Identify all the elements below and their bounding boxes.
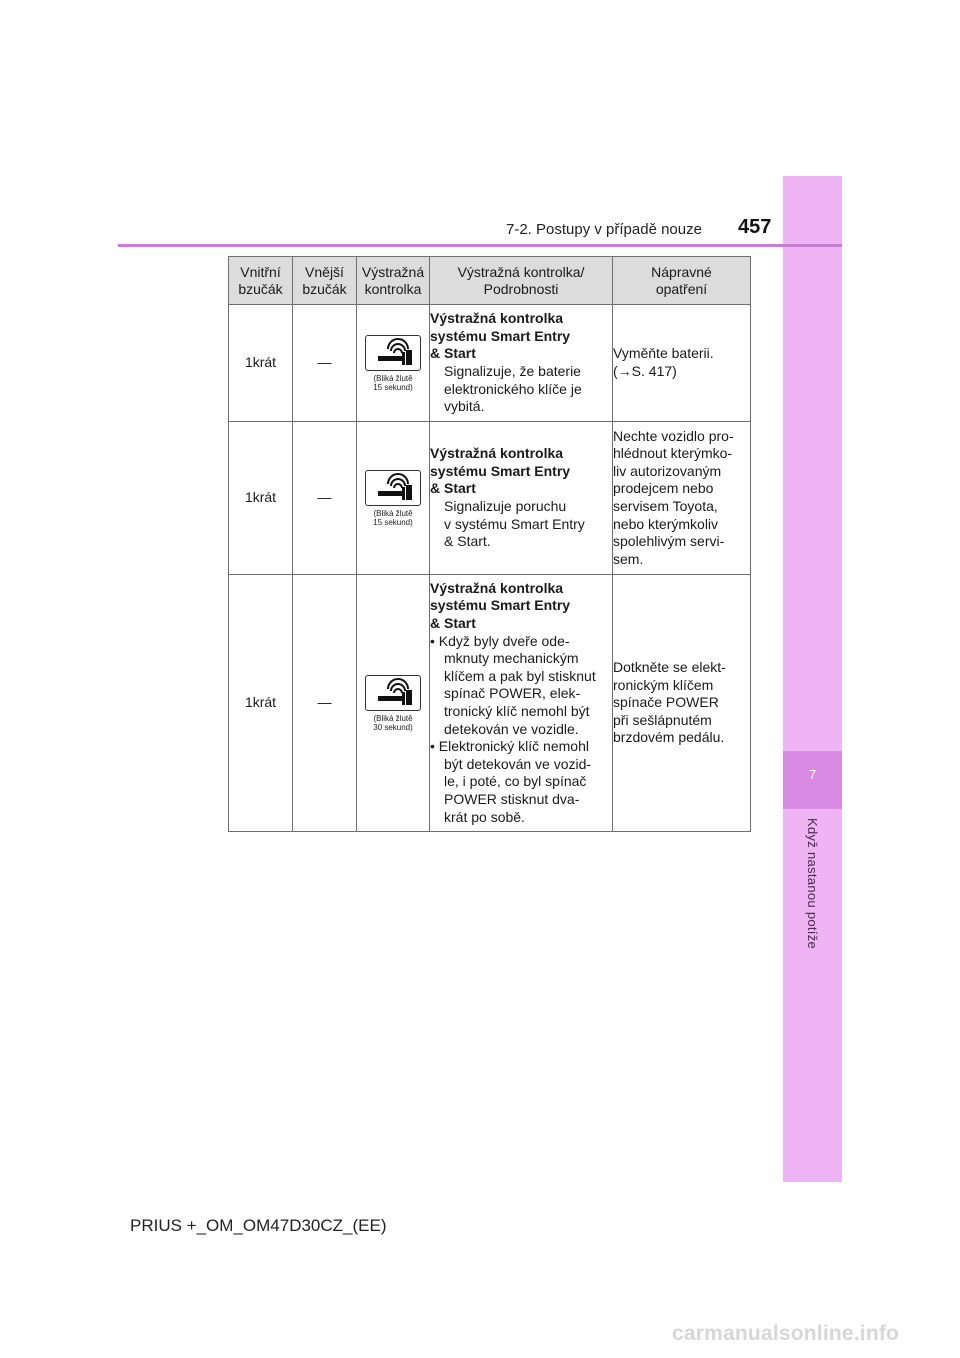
inner-buzzer-cell: 1krát <box>229 575 293 832</box>
detail-line: Signalizuje, že baterie <box>444 363 581 379</box>
icon-caption: (Bliká žlutě 15 sekund) <box>373 373 413 392</box>
detail-line: elektronického klíče je <box>444 380 582 397</box>
chapter-number: 7 <box>808 767 817 782</box>
table-row <box>229 305 751 422</box>
action-cell: Vyměňte baterii. (→S. 417) <box>613 305 751 422</box>
detail-line: v systému Smart Entry <box>444 515 585 532</box>
inner-buzzer-cell: 1krát <box>229 422 293 575</box>
outer-buzzer-cell: — <box>293 305 357 422</box>
table-row <box>229 422 751 575</box>
chapter-title: Když nastanou potíže <box>805 818 820 950</box>
detail-line: Signalizuje poruchu <box>444 498 567 514</box>
detail-cell <box>430 422 613 575</box>
smart-entry-warning-icon <box>365 335 421 371</box>
icon-caption: (Bliká žlutě 30 sekund) <box>373 713 413 732</box>
column-header: Vnější bzučák <box>293 257 357 305</box>
warning-table <box>228 256 751 832</box>
inner-buzzer-cell: 1krát <box>229 305 293 422</box>
smart-entry-warning-icon <box>365 675 421 711</box>
detail-title: Výstražná kontrolka systému Smart Entry & Start <box>430 310 571 362</box>
header-divider <box>118 244 842 247</box>
detail-bullet: • Elektronický klíč nemohl být detekován ve vozid- le, i poté, co byl spínač POWER stisknut dva- krát po sobě. <box>430 738 592 825</box>
table-header-row <box>229 257 751 305</box>
outer-buzzer-cell: — <box>293 575 357 832</box>
column-header: Výstražná kontrolka <box>357 257 430 305</box>
action-cell: Nechte vozidlo pro- hlédnout kterýmko- liv autorizovaným prodejcem nebo servisem Toyota, nebo kterýmkoliv spolehlivým servi- sem. <box>613 422 751 575</box>
smart-entry-warning-icon <box>365 470 421 506</box>
action-cell: Dotkněte se elekt- ronickým klíčem spínače POWER při sešlápnutém brzdovém pedálu. <box>613 575 751 832</box>
document-code: PRIUS +_OM_OM47D30CZ_(EE) <box>130 1216 387 1235</box>
warning-light-cell <box>357 422 430 575</box>
detail-cell <box>430 305 613 422</box>
detail-title: Výstražná kontrolka systému Smart Entry & Start <box>430 445 571 497</box>
detail-line: vybitá. <box>444 398 485 415</box>
column-header: Výstražná kontrolka/ Podrobnosti <box>430 257 613 305</box>
detail-line: & Start. <box>444 533 491 550</box>
outer-buzzer-cell: — <box>293 422 357 575</box>
detail-title: Výstražná kontrolka systému Smart Entry & Start <box>430 579 571 632</box>
column-header: Nápravné opatření <box>613 257 751 305</box>
warning-light-cell <box>357 305 430 422</box>
watermark-link[interactable]: carmanualsonline.info <box>672 1322 900 1345</box>
detail-bullet: • Když byly dveře ode- mknuty mechanickým klíčem a pak byl stisknut spínač POWER, elek- tronický klíč nemohl být detekován ve vozidle. <box>430 632 596 737</box>
warning-light-cell <box>357 575 430 832</box>
icon-caption: (Bliká žlutě 15 sekund) <box>373 508 413 527</box>
table-row <box>229 575 751 832</box>
chapter-sidebar <box>783 176 842 1182</box>
page-number: 457 <box>738 216 772 238</box>
detail-cell <box>430 575 613 832</box>
column-header: Vnitřní bzučák <box>229 257 293 305</box>
section-title: 7-2. Postupy v případě nouze <box>506 221 702 238</box>
